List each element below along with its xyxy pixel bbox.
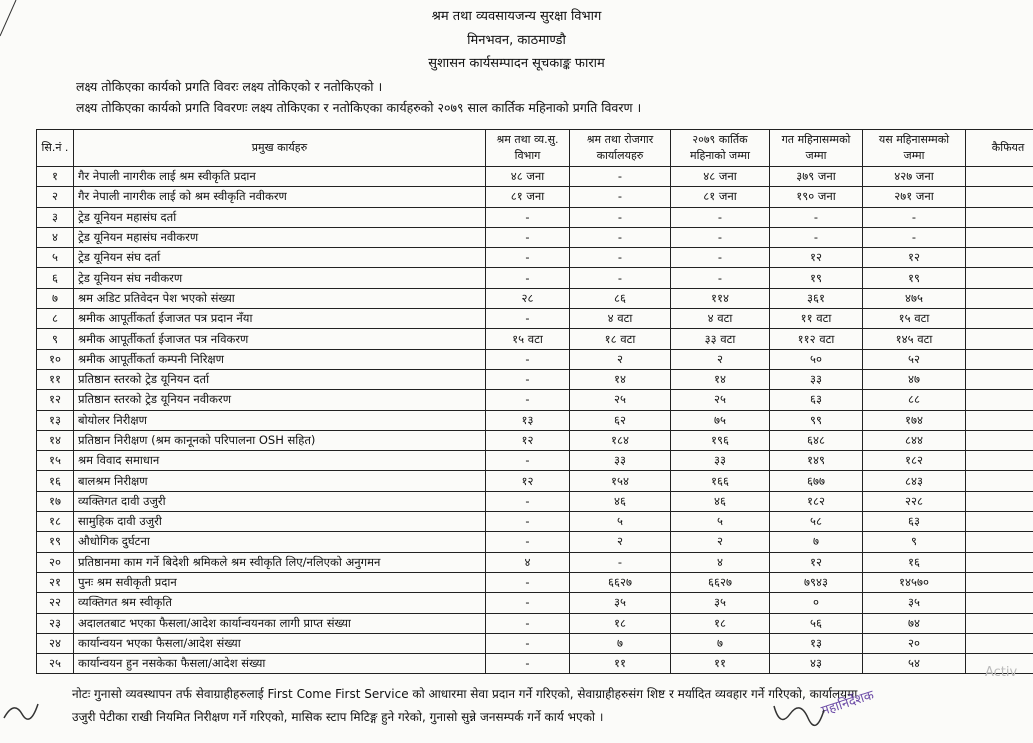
- cell-prev-total: ६३: [770, 390, 863, 410]
- cell-department: -: [486, 512, 570, 532]
- table-row: [37, 329, 1033, 349]
- office-address: मिनभवन, काठमाण्डौ: [467, 33, 566, 48]
- col-this-month: २०७९ कार्तिक महिनाको जम्मा: [671, 130, 770, 167]
- cell-task: प्रतिष्ठान स्तरको ट्रेड यूनियन नवीकरण: [74, 390, 486, 410]
- cell-task: प्रतिष्ठानमा काम गर्ने बिदेशी श्रमिकले श्रम स्वीकृति लिए/नलिएको अनुगमन: [74, 552, 486, 572]
- cell-prev-total: १३: [770, 633, 863, 653]
- cell-task: गैर नेपाली नागरीक लाई को श्रम स्वीकृति नवीकरण: [74, 187, 486, 207]
- cell-serial: ८: [37, 309, 74, 329]
- cell-prev-total: ५०: [770, 349, 863, 369]
- cell-remarks: [966, 288, 1033, 308]
- table-row: [37, 288, 1033, 308]
- cell-department: -: [486, 248, 570, 268]
- table-row: [37, 227, 1033, 247]
- cell-offices: १८४: [570, 430, 671, 450]
- cell-remarks: [966, 451, 1033, 471]
- cell-task: बालश्रम निरीक्षण: [74, 471, 486, 491]
- cell-cumulative: -: [863, 227, 966, 247]
- cell-offices: ५: [570, 512, 671, 532]
- cell-remarks: [966, 410, 1033, 430]
- cell-offices: -: [570, 227, 671, 247]
- cell-offices: ३५: [570, 593, 671, 613]
- cell-serial: १०: [37, 349, 74, 369]
- cell-task: व्यक्तिगत दावी उजुरी: [74, 491, 486, 511]
- cell-this-month: ६६२७: [671, 572, 770, 592]
- cell-prev-total: ११ वटा: [770, 309, 863, 329]
- cell-prev-total: ३३: [770, 369, 863, 389]
- activation-watermark: Activ: [985, 665, 1018, 680]
- cell-department: -: [486, 369, 570, 389]
- cell-department: ४८ जना: [486, 167, 570, 187]
- cell-serial: ४: [37, 227, 74, 247]
- form-title: सुशासन कार्यसम्पादन सूचकाङ्क फाराम: [428, 56, 605, 71]
- col-serial: सि.नं .: [37, 130, 74, 167]
- cell-serial: १६: [37, 471, 74, 491]
- cell-this-month: ११: [671, 654, 770, 674]
- table-row: [37, 633, 1033, 653]
- cell-cumulative: ४७५: [863, 288, 966, 308]
- cell-serial: २०: [37, 552, 74, 572]
- cell-offices: ४ वटा: [570, 309, 671, 329]
- cell-cumulative: ८८: [863, 390, 966, 410]
- cell-prev-total: १२: [770, 248, 863, 268]
- cell-cumulative: १८२: [863, 451, 966, 471]
- cell-offices: ६२: [570, 410, 671, 430]
- cell-prev-total: ५६: [770, 613, 863, 633]
- cell-this-month: ८१ जना: [671, 187, 770, 207]
- cell-task: प्रतिष्ठान स्तरको ट्रेड यूनियन दर्ता: [74, 369, 486, 389]
- cell-cumulative: ६३: [863, 512, 966, 532]
- cell-department: -: [486, 268, 570, 288]
- cell-cumulative: २७१ जना: [863, 187, 966, 207]
- table-row: [37, 512, 1033, 532]
- cell-offices: -: [570, 268, 671, 288]
- cell-this-month: २५: [671, 390, 770, 410]
- cell-this-month: -: [671, 207, 770, 227]
- cell-task: गैर नेपाली नागरीक लाई श्रम स्वीकृति प्रदान: [74, 167, 486, 187]
- cell-remarks: [966, 227, 1033, 247]
- cell-serial: ६: [37, 268, 74, 288]
- cell-offices: ६६२७: [570, 572, 671, 592]
- cell-department: -: [486, 613, 570, 633]
- cell-department: -: [486, 633, 570, 653]
- cell-cumulative: ५४: [863, 654, 966, 674]
- cell-department: -: [486, 349, 570, 369]
- table-row: [37, 369, 1033, 389]
- cell-task: व्यक्तिगत श्रम स्वीकृति: [74, 593, 486, 613]
- cell-this-month: ३३ वटा: [671, 329, 770, 349]
- cell-task: ट्रेड यूनियन महासंघ नवीकरण: [74, 227, 486, 247]
- cell-task: श्रमीक आपूर्तीकर्ता कम्पनी निरिक्षण: [74, 349, 486, 369]
- cell-offices: ७: [570, 633, 671, 653]
- cell-remarks: [966, 167, 1033, 187]
- cell-offices: १८: [570, 613, 671, 633]
- cell-department: १५ वटा: [486, 329, 570, 349]
- cell-remarks: [966, 471, 1033, 491]
- cell-department: -: [486, 491, 570, 511]
- cell-offices: ११: [570, 654, 671, 674]
- cell-remarks: [966, 512, 1033, 532]
- cell-prev-total: ३७९ जना: [770, 167, 863, 187]
- cell-serial: १४: [37, 430, 74, 450]
- cell-serial: १७: [37, 491, 74, 511]
- cell-task: श्रम अडिट प्रतिवेदन पेश भएको संख्या: [74, 288, 486, 308]
- cell-department: ८१ जना: [486, 187, 570, 207]
- cell-serial: २: [37, 187, 74, 207]
- director-general-stamp: महानिर्देशक: [819, 687, 876, 719]
- cell-cumulative: २०: [863, 633, 966, 653]
- cell-serial: २५: [37, 654, 74, 674]
- cell-remarks: [966, 248, 1033, 268]
- cell-department: -: [486, 309, 570, 329]
- cell-prev-total: १८२: [770, 491, 863, 511]
- table-row: [37, 451, 1033, 471]
- cell-department: -: [486, 390, 570, 410]
- signature-right: [770, 698, 830, 736]
- table-row: [37, 207, 1033, 227]
- cell-task: औधोगिक दुर्घटना: [74, 532, 486, 552]
- cell-remarks: [966, 207, 1033, 227]
- cell-this-month: -: [671, 268, 770, 288]
- cell-serial: १९: [37, 532, 74, 552]
- cell-task: पुनः श्रम सवीकृती प्रदान: [74, 572, 486, 592]
- cell-this-month: ७: [671, 633, 770, 653]
- cell-this-month: २: [671, 349, 770, 369]
- cell-prev-total: ०: [770, 593, 863, 613]
- cell-department: १३: [486, 410, 570, 430]
- cell-cumulative: १९: [863, 268, 966, 288]
- table-row: [37, 552, 1033, 572]
- cell-prev-total: ७९४३: [770, 572, 863, 592]
- col-remarks: कैफियत: [966, 130, 1033, 167]
- cell-department: -: [486, 572, 570, 592]
- cell-cumulative: २२८: [863, 491, 966, 511]
- cell-this-month: ४८ जना: [671, 167, 770, 187]
- cell-task: कार्यान्वयन हुन नसकेका फैसला/आदेश संख्या: [74, 654, 486, 674]
- col-cumulative: यस महिनासम्मको जम्मा: [863, 130, 966, 167]
- table-row: [37, 187, 1033, 207]
- cell-prev-total: ४३: [770, 654, 863, 674]
- cell-task: श्रम विवाद समाधान: [74, 451, 486, 471]
- cell-department: -: [486, 532, 570, 552]
- table-row: [37, 349, 1033, 369]
- table-row: [37, 268, 1033, 288]
- cell-cumulative: ३५: [863, 593, 966, 613]
- cell-cumulative: १७४: [863, 410, 966, 430]
- cell-offices: ३३: [570, 451, 671, 471]
- signature-left: [0, 690, 50, 730]
- cell-remarks: [966, 309, 1033, 329]
- cell-offices: १८ वटा: [570, 329, 671, 349]
- cell-prev-total: १९० जना: [770, 187, 863, 207]
- table-row: [37, 430, 1033, 450]
- col-main-task: प्रमुख कार्यहरु: [74, 130, 486, 167]
- note-line-2: उजुरी पेटीका राखी नियमित निरीक्षण गर्ने गरिएको, मासिक स्टाप मिटिङ्ग हुने गरेको, गुनासो सुन्ने जनसम्पर्क गर्ने कार्य भएको ।: [72, 710, 604, 724]
- cell-department: -: [486, 207, 570, 227]
- cell-prev-total: ९९: [770, 410, 863, 430]
- cell-serial: २१: [37, 572, 74, 592]
- col-department: श्रम तथा व्य.सु. विभाग: [486, 130, 570, 167]
- cell-cumulative: १४५७०: [863, 572, 966, 592]
- cell-prev-total: ११२ वटा: [770, 329, 863, 349]
- cell-cumulative: ५२: [863, 349, 966, 369]
- cell-offices: -: [570, 187, 671, 207]
- table-row: [37, 410, 1033, 430]
- cell-serial: ११: [37, 369, 74, 389]
- table-row: [37, 309, 1033, 329]
- cell-cumulative: ८४४: [863, 430, 966, 450]
- cell-remarks: [966, 329, 1033, 349]
- cell-this-month: १८: [671, 613, 770, 633]
- cell-offices: -: [570, 167, 671, 187]
- col-prev-total: गत महिनासम्मको जम्मा: [770, 130, 863, 167]
- cell-offices: २: [570, 349, 671, 369]
- table-row: [37, 572, 1033, 592]
- note-line-1: नोटः गुनासो व्यवस्थापन तर्फ सेवाग्राहीहरुलाई First Come First Service को आधारमा सेवा प्रदान गर्ने गरिएको, सेवाग्राहीहरुसंग शिष्ट र मर्यादित व्यवहार गर्ने गरिएको, कार्यालयमा: [72, 687, 858, 701]
- cell-serial: २२: [37, 593, 74, 613]
- cell-prev-total: ६७७: [770, 471, 863, 491]
- table-row: [37, 248, 1033, 268]
- cell-serial: ५: [37, 248, 74, 268]
- cell-cumulative: ९: [863, 532, 966, 552]
- cell-prev-total: -: [770, 207, 863, 227]
- cell-remarks: [966, 430, 1033, 450]
- cell-this-month: १४: [671, 369, 770, 389]
- cell-prev-total: १२: [770, 552, 863, 572]
- cell-offices: ८६: [570, 288, 671, 308]
- cell-task: बोयोलर निरीक्षण: [74, 410, 486, 430]
- cell-this-month: ७५: [671, 410, 770, 430]
- cell-department: -: [486, 451, 570, 471]
- cell-cumulative: १५ वटा: [863, 309, 966, 329]
- cell-this-month: -: [671, 227, 770, 247]
- cell-this-month: ४: [671, 552, 770, 572]
- cell-department: २८: [486, 288, 570, 308]
- cell-task: सामुहिक दावी उजुरी: [74, 512, 486, 532]
- cell-prev-total: १९: [770, 268, 863, 288]
- cell-serial: १५: [37, 451, 74, 471]
- cell-this-month: ५: [671, 512, 770, 532]
- cell-remarks: [966, 572, 1033, 592]
- cell-prev-total: -: [770, 227, 863, 247]
- cell-serial: ७: [37, 288, 74, 308]
- cell-serial: ३: [37, 207, 74, 227]
- cell-department: १२: [486, 471, 570, 491]
- cell-cumulative: ७४: [863, 613, 966, 633]
- cell-remarks: [966, 369, 1033, 389]
- cell-prev-total: ५८: [770, 512, 863, 532]
- cell-this-month: १९६: [671, 430, 770, 450]
- progress-table: [36, 129, 1033, 674]
- cell-offices: -: [570, 248, 671, 268]
- cell-offices: १४: [570, 369, 671, 389]
- cell-this-month: २: [671, 532, 770, 552]
- cell-task: अदालतबाट भएका फैसला/आदेश कार्यान्वयनका लागी प्राप्त संख्या: [74, 613, 486, 633]
- cell-serial: १२: [37, 390, 74, 410]
- cell-cumulative: ४२७ जना: [863, 167, 966, 187]
- cell-remarks: [966, 633, 1033, 653]
- cell-cumulative: -: [863, 207, 966, 227]
- cell-prev-total: ३६१: [770, 288, 863, 308]
- cell-offices: २५: [570, 390, 671, 410]
- cell-cumulative: १४५ वटा: [863, 329, 966, 349]
- cell-cumulative: ८४३: [863, 471, 966, 491]
- cell-offices: -: [570, 207, 671, 227]
- cell-serial: १८: [37, 512, 74, 532]
- cell-remarks: [966, 593, 1033, 613]
- intro-line-1: लक्ष्य तोकिएका कार्यको प्रगति विवरः लक्ष्य तोकिएको र नतोकिएको ।: [76, 79, 383, 94]
- cell-task: कार्यान्वयन भएका फैसला/आदेश संख्या: [74, 633, 486, 653]
- cell-offices: -: [570, 552, 671, 572]
- cell-task: श्रमीक आपूर्तीकर्ता ईजाजत पत्र प्रदान नँया: [74, 309, 486, 329]
- table-header-row: [37, 130, 1033, 167]
- cell-offices: १५४: [570, 471, 671, 491]
- cell-task: ट्रेड यूनियन संघ दर्ता: [74, 248, 486, 268]
- cell-this-month: १६६: [671, 471, 770, 491]
- cell-this-month: ३५: [671, 593, 770, 613]
- cell-serial: २४: [37, 633, 74, 653]
- cell-this-month: ११४: [671, 288, 770, 308]
- cell-prev-total: ७: [770, 532, 863, 552]
- cell-department: -: [486, 654, 570, 674]
- cell-remarks: [966, 349, 1033, 369]
- table-row: [37, 390, 1033, 410]
- table-row: [37, 167, 1033, 187]
- cell-department: ४: [486, 552, 570, 572]
- table-row: [37, 593, 1033, 613]
- intro-line-2: लक्ष्य तोकिएका कार्यको प्रगति विवरणः लक्ष्य तोकिएका र नतोकिएका कार्यहरुको २०७९ साल कार्तिक महिनाको प्रगति विवरण ।: [76, 100, 642, 115]
- cell-this-month: ४ वटा: [671, 309, 770, 329]
- cell-task: ट्रेड यूनियन महासंघ दर्ता: [74, 207, 486, 227]
- cell-remarks: [966, 268, 1033, 288]
- corner-mark: [0, 0, 20, 40]
- cell-remarks: [966, 187, 1033, 207]
- cell-task: ट्रेड यूनियन संघ नवीकरण: [74, 268, 486, 288]
- cell-prev-total: १४९: [770, 451, 863, 471]
- cell-this-month: -: [671, 248, 770, 268]
- cell-prev-total: ६४८: [770, 430, 863, 450]
- cell-this-month: ४६: [671, 491, 770, 511]
- cell-serial: ९: [37, 329, 74, 349]
- cell-department: -: [486, 227, 570, 247]
- cell-remarks: [966, 390, 1033, 410]
- cell-serial: २३: [37, 613, 74, 633]
- table-row: [37, 471, 1033, 491]
- cell-remarks: [966, 552, 1033, 572]
- cell-serial: १३: [37, 410, 74, 430]
- cell-remarks: [966, 613, 1033, 633]
- cell-task: प्रतिष्ठान निरीक्षण (श्रम कानूनको परिपालना OSH सहित): [74, 430, 486, 450]
- table-row: [37, 491, 1033, 511]
- cell-offices: २: [570, 532, 671, 552]
- cell-department: -: [486, 593, 570, 613]
- col-offices: श्रम तथा रोजगार कार्यालयहरु: [570, 130, 671, 167]
- table-row: [37, 532, 1033, 552]
- cell-cumulative: १६: [863, 552, 966, 572]
- table-row: [37, 613, 1033, 633]
- cell-offices: ४६: [570, 491, 671, 511]
- cell-cumulative: ४७: [863, 369, 966, 389]
- cell-department: १२: [486, 430, 570, 450]
- cell-cumulative: १२: [863, 248, 966, 268]
- cell-remarks: [966, 491, 1033, 511]
- office-title: श्रम तथा व्यवसायजन्य सुरक्षा विभाग: [431, 9, 602, 24]
- table-row: [37, 654, 1033, 674]
- cell-task: श्रमीक आपूर्तीकर्ता ईजाजत पत्र नविकरण: [74, 329, 486, 349]
- cell-remarks: [966, 532, 1033, 552]
- cell-this-month: ३३: [671, 451, 770, 471]
- cell-serial: १: [37, 167, 74, 187]
